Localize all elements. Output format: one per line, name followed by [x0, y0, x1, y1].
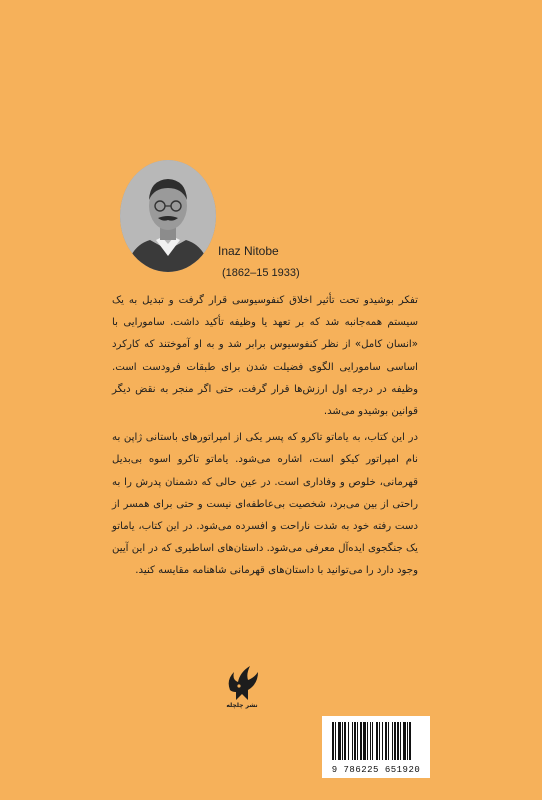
isbn-barcode: [322, 716, 430, 778]
swallow-bird-logo-icon: [224, 660, 260, 704]
description-text: [112, 290, 418, 583]
description-paragraph-1: تفکر بوشیدو تحت تأثیر اخلاق کنفوسیوسی قرار گرفت و تبدیل به یک سیستم همه‌جانبه شد که بر تعهد یا وظیفه تأکید داشت. سامورایی با «انسان کامل» از نظر کنفوسیوس برابر شد و به او آموختند که کارکرد اساسی سامورایی الگوی فضیلت شدن برای طبقات فرودست است. وظیفه در درجه اول ارزش‌ها قرار گرفت، حتی اگر منجر به نقض دیگر قوانین بوشیدو می‌شد.: [112, 295, 418, 418]
publisher-name: نشر چلچله: [226, 702, 258, 709]
author-name: Inaz Nitobe: [218, 244, 279, 258]
barcode-icon: [330, 722, 422, 762]
isbn-number: 9 786225 651920: [331, 765, 421, 775]
author-portrait-photo-icon: [120, 160, 216, 272]
author-dates: (1862–15 1933): [222, 267, 300, 279]
description-paragraph-2: در این کتاب، به یاماتو تاکرو که پسر یکی از امپراتورهای باستانی ژاپن به نام امپراتور کیکو است، اشاره می‌شود. یاماتو تاکرو اسوه بی‌بدیل قهرمانی، خلوص و وفاداری است. در عین حالی که دشمنان پدرش را به راحتی از بین می‌برد، شخصیت بی‌عاطفه‌ای نیست و حتی برای همسر از دست رفته خود به شدت ناراحت و افسرده می‌شود. در این کتاب، یاماتو یک جنگجوی ایده‌آل معرفی می‌شود. داستان‌های اساطیری که در این آیین وجود دارد را می‌توانید با داستان‌های قهرمانی شاهنامه مقایسه کنید.: [112, 432, 418, 577]
author-portrait: [120, 160, 216, 272]
